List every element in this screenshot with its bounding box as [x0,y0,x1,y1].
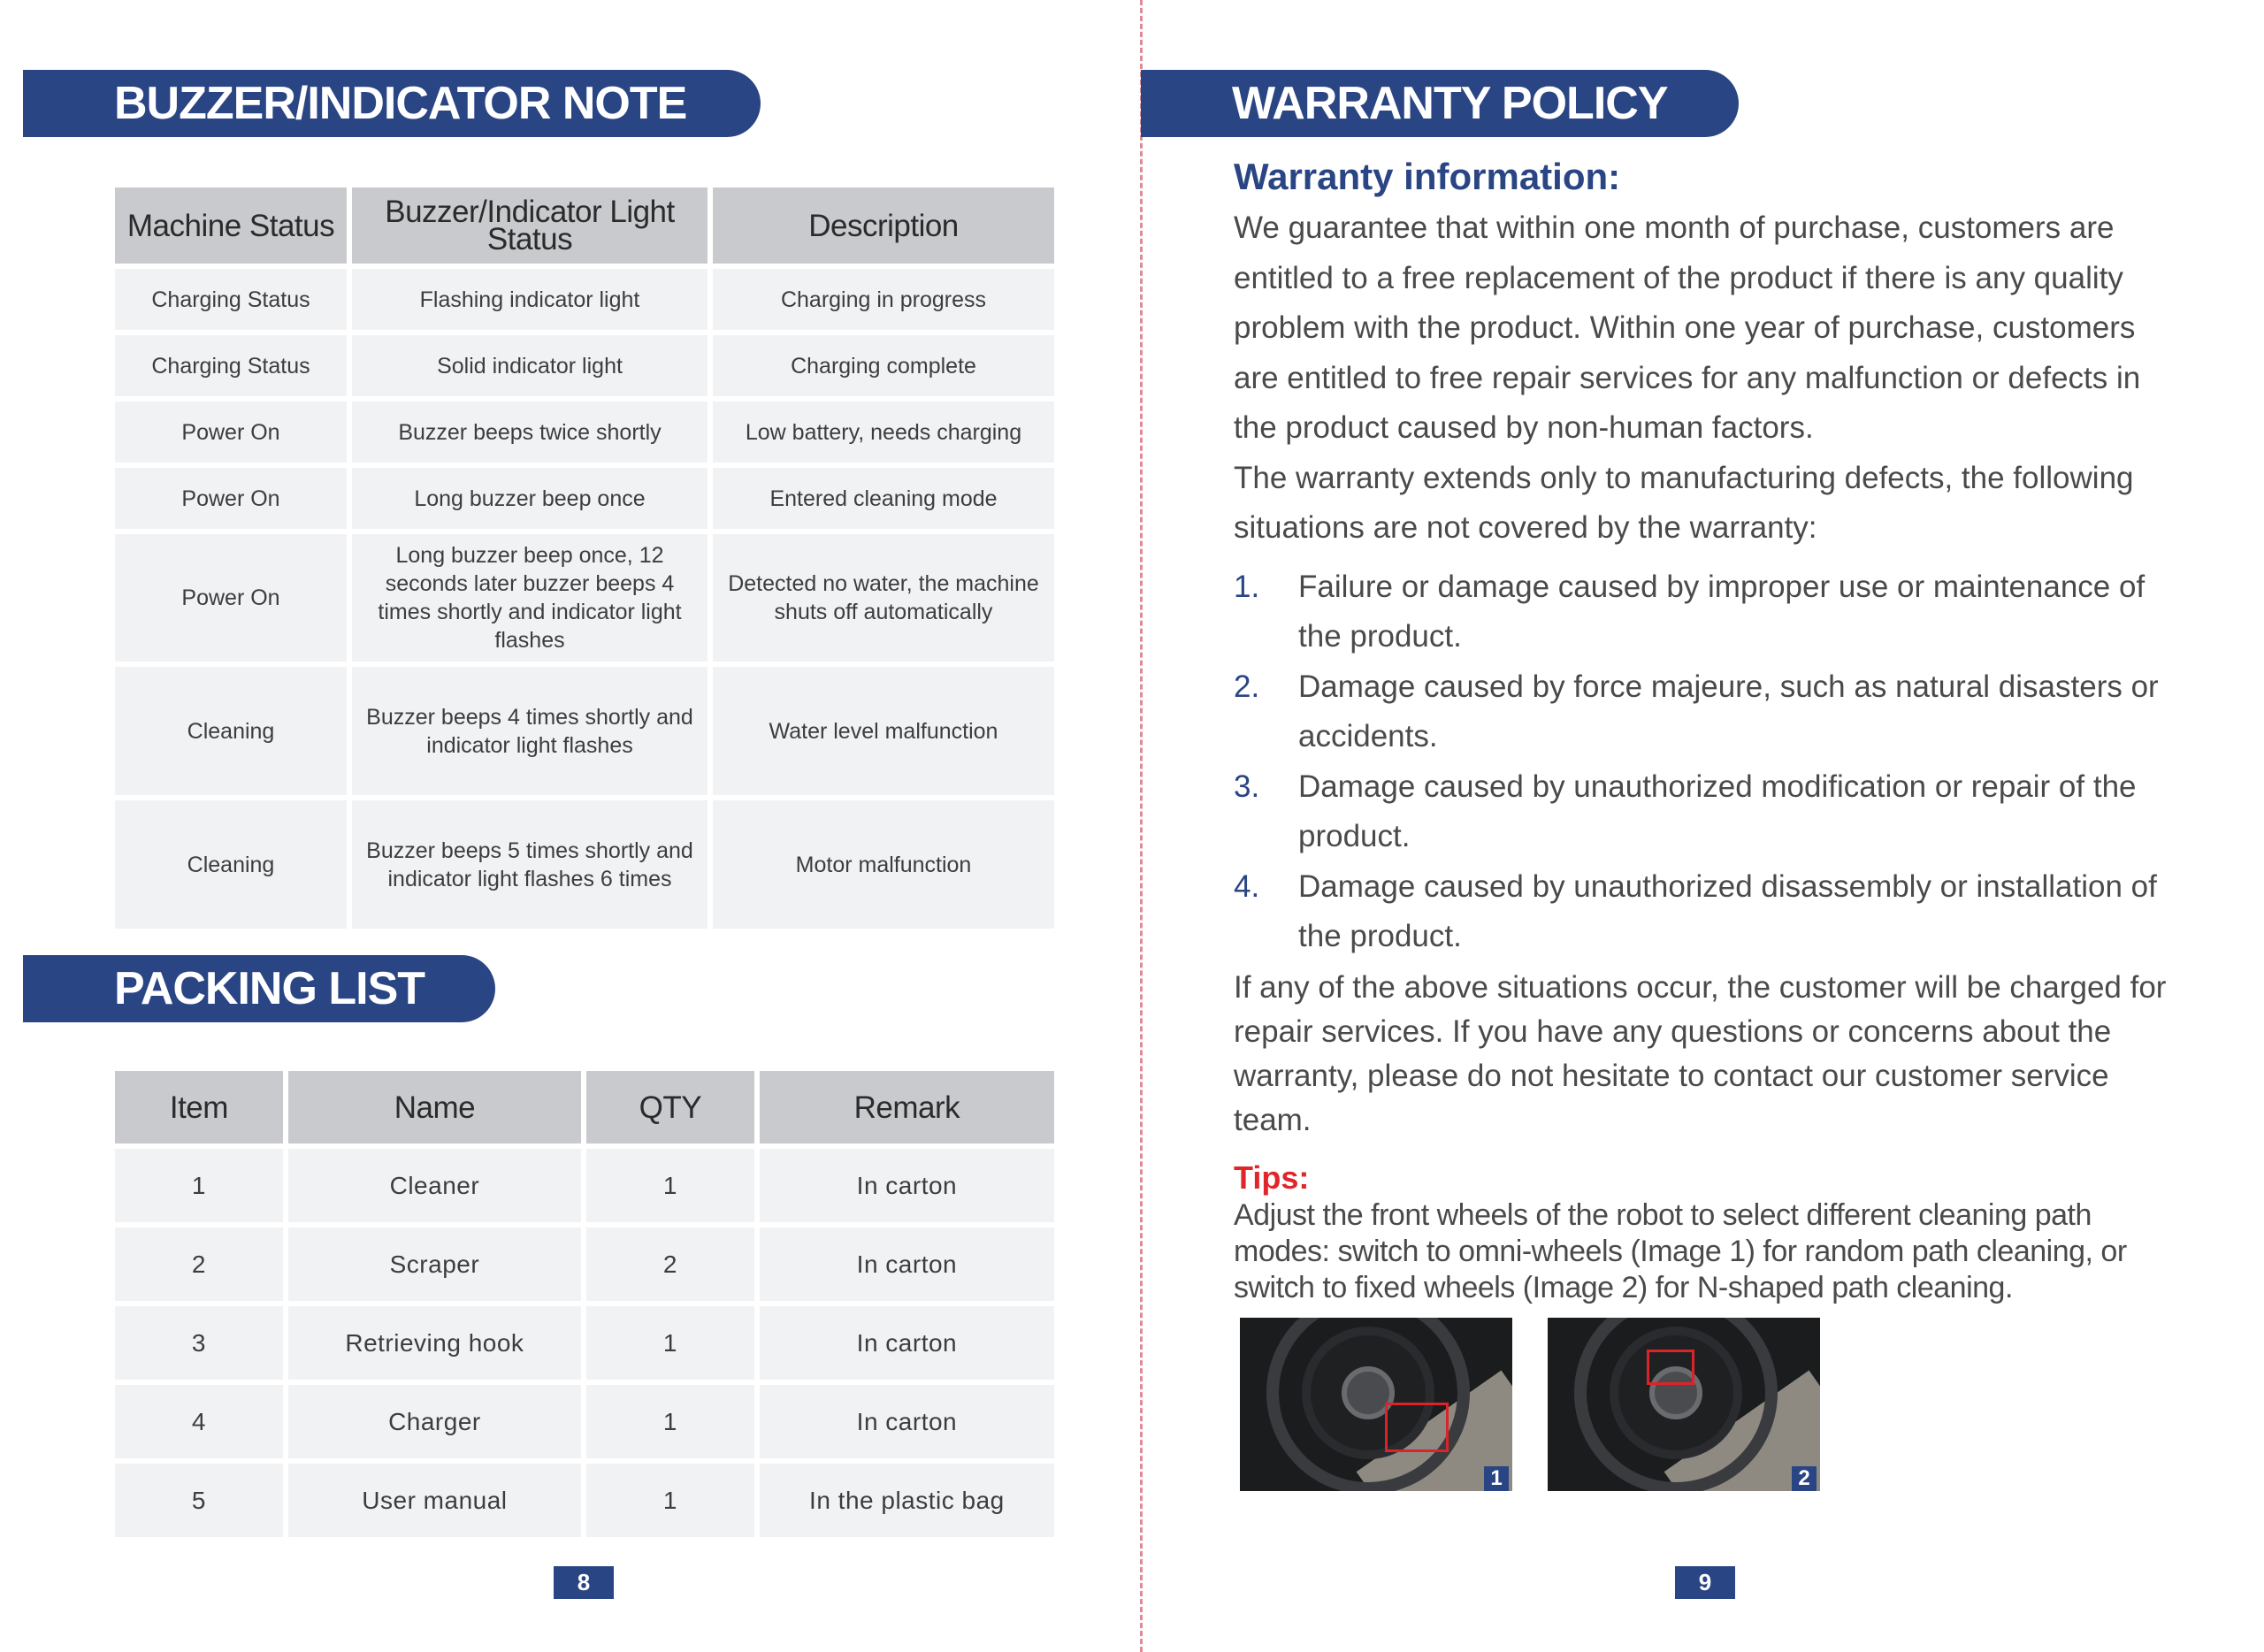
header-description: Description [713,187,1054,264]
highlight-box [1647,1350,1694,1385]
list-number: 4. [1234,868,1260,904]
header-buzzer-status: Buzzer/Indicator Light Status [352,187,708,264]
table-cell: Power On [115,402,347,463]
packing-list-table [110,1066,1059,1542]
packing-list-banner [23,955,495,1022]
warranty-policy-title: WARRANTY POLICY [1232,78,1668,129]
table-cell: Buzzer beeps twice shortly [352,402,708,463]
warranty-paragraph-3: If any of the above situations occur, the customer will be charged for repair services. If you have any questions or concerns about the warranty, please do not hesitate to contact our customer service team. [1234,969,2167,1137]
table-header-row [115,187,1054,264]
table-row [115,667,1054,795]
warranty-paragraph-2: The warranty extends only to manufacturing defects, the following situations are not covered by the warranty: [1234,460,2134,545]
table-cell: Scraper [288,1228,581,1301]
warranty-content [1234,150,2180,1306]
table-row [115,335,1054,396]
table-cell: Charging in progress [713,269,1054,330]
tips-heading: Tips: [1234,1159,1310,1196]
table-cell: Power On [115,468,347,529]
page-divider [1140,0,1143,1652]
buzzer-indicator-banner [23,70,761,137]
image-badge: 2 [1792,1466,1817,1491]
list-text: Failure or damage caused by improper use or maintenance of the product. [1298,569,2145,654]
list-number: 1. [1234,569,1260,604]
list-number: 3. [1234,769,1260,804]
header-name: Name [288,1071,581,1143]
header-qty: QTY [586,1071,754,1143]
table-cell: Entered cleaning mode [713,468,1054,529]
page-number-left: 8 [554,1566,614,1599]
omni-wheel-photo [1240,1318,1512,1491]
page-number-right: 9 [1675,1566,1735,1599]
table-header-row [115,1071,1054,1143]
table-cell: Charging Status [115,269,347,330]
list-item [1234,562,2180,662]
image-badge: 1 [1484,1466,1509,1491]
table-cell: In the plastic bag [760,1464,1054,1537]
table-cell: 1 [586,1149,754,1222]
table-cell: 5 [115,1464,283,1537]
fixed-wheel-photo [1548,1318,1820,1491]
table-cell: 1 [586,1385,754,1458]
warranty-paragraph-1: We guarantee that within one month of purchase, customers are entitled to a free replacement of the product if there is any quality problem with the product. Within one year of purchase, customers are entitled to free repair services for any malfunction or defects in the product caused by non-human factors. [1234,210,2141,445]
table-cell: Power On [115,534,347,662]
table-cell: 2 [586,1228,754,1301]
table-cell: 1 [115,1149,283,1222]
table-cell: Motor malfunction [713,800,1054,929]
table-cell: Buzzer beeps 4 times shortly and indicator light flashes [352,667,708,795]
list-item [1234,862,2180,962]
table-row [115,468,1054,529]
table-row [115,534,1054,662]
table-cell: In carton [760,1306,1054,1380]
table-row [115,402,1054,463]
table-cell: Retrieving hook [288,1306,581,1380]
warranty-subheading: Warranty information: [1234,156,1621,197]
table-cell: Cleaning [115,800,347,929]
table-row [115,1464,1054,1537]
list-item [1234,662,2180,762]
buzzer-indicator-title: BUZZER/INDICATOR NOTE [114,78,687,129]
table-cell: 3 [115,1306,283,1380]
table-cell: Solid indicator light [352,335,708,396]
table-row [115,269,1054,330]
table-cell: In carton [760,1149,1054,1222]
table-row [115,1149,1054,1222]
header-item: Item [115,1071,283,1143]
table-cell: Long buzzer beep once [352,468,708,529]
table-cell: 4 [115,1385,283,1458]
list-text: Damage caused by unauthorized disassembly or installation of the product. [1298,868,2157,953]
tips-body: Adjust the front wheels of the robot to select different cleaning path modes: switch to omni-wheels (Image 1) for random path cleaning, or switch to fixed wheels (Image 2) for N-shaped path cleaning. [1234,1197,2127,1304]
buzzer-indicator-table [110,182,1059,934]
header-machine-status: Machine Status [115,187,347,264]
table-cell: Flashing indicator light [352,269,708,330]
table-cell: Detected no water, the machine shuts off automatically [713,534,1054,662]
header-remark: Remark [760,1071,1054,1143]
table-cell: 1 [586,1306,754,1380]
exclusion-list [1234,562,2180,962]
list-number: 2. [1234,669,1260,704]
table-cell: Charging Status [115,335,347,396]
table-cell: Cleaner [288,1149,581,1222]
table-cell: 2 [115,1228,283,1301]
highlight-box [1385,1403,1449,1452]
list-text: Damage caused by unauthorized modification or repair of the product. [1298,769,2137,853]
table-cell: Charging complete [713,335,1054,396]
list-item [1234,762,2180,862]
table-cell: In carton [760,1228,1054,1301]
table-row [115,800,1054,929]
packing-list-title: PACKING LIST [114,963,425,1014]
table-row [115,1306,1054,1380]
table-cell: In carton [760,1385,1054,1458]
warranty-policy-banner [1141,70,1739,137]
table-cell: Water level malfunction [713,667,1054,795]
table-cell: Low battery, needs charging [713,402,1054,463]
table-cell: Charger [288,1385,581,1458]
table-row [115,1385,1054,1458]
table-cell: User manual [288,1464,581,1537]
table-cell: Buzzer beeps 5 times shortly and indicator light flashes 6 times [352,800,708,929]
table-row [115,1228,1054,1301]
table-cell: Long buzzer beep once, 12 seconds later buzzer beeps 4 times shortly and indicator light flashes [352,534,708,662]
list-text: Damage caused by force majeure, such as natural disasters or accidents. [1298,669,2159,753]
table-cell: 1 [586,1464,754,1537]
table-cell: Cleaning [115,667,347,795]
